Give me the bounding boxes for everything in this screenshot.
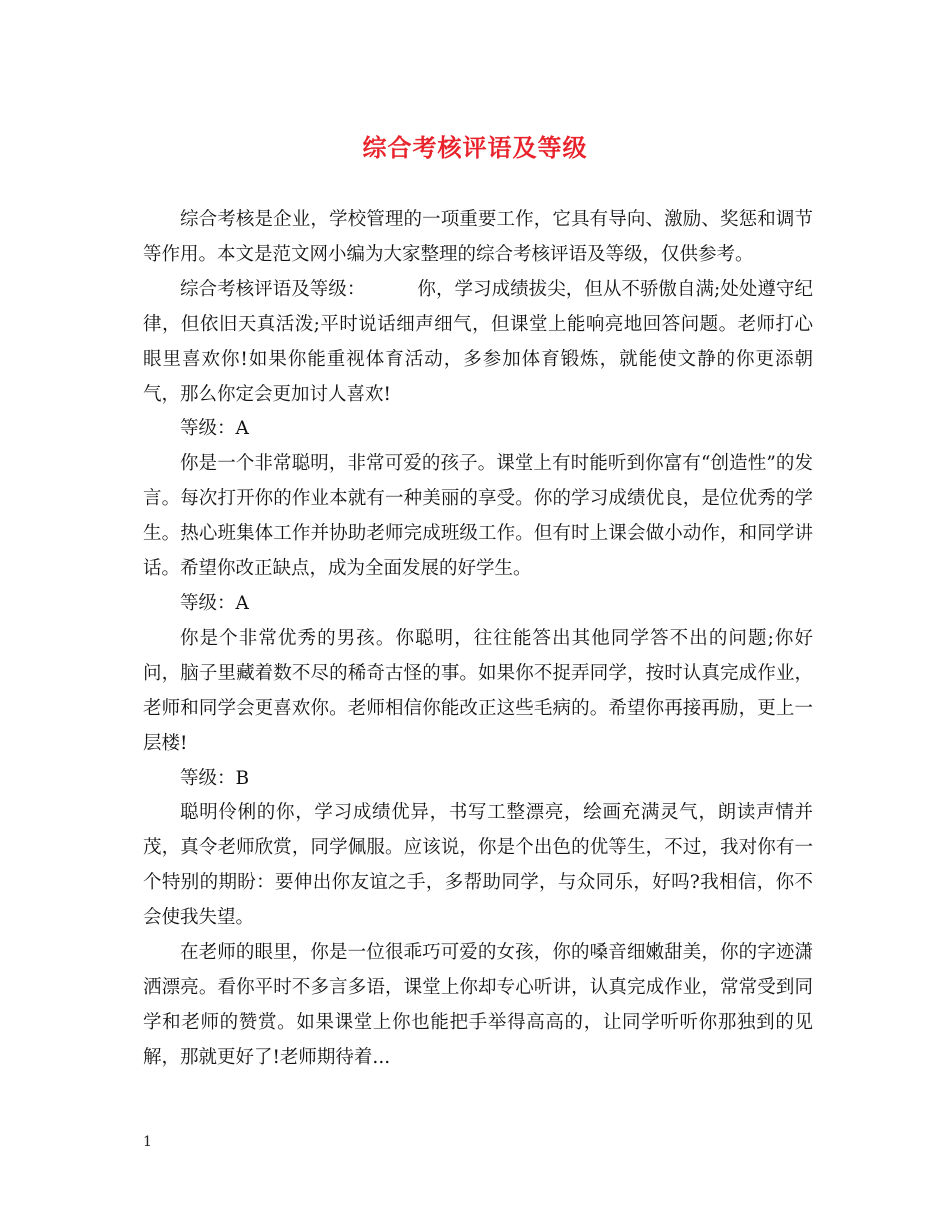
- evaluation-paragraph-3: 你是个非常优秀的男孩。你聪明，往往能答出其他同学答不出的问题;你好问，脑子里藏着数不尽的稀奇古怪的事。如果你不捉弄同学，按时认真完成作业，老师和同学会更喜欢你。老师相信你能改正这些毛病的。希望你再接再励，更上一层楼!: [143, 627, 813, 754]
- evaluation-paragraph-4: 聪明伶俐的你，学习成绩优异，书写工整漂亮，绘画充满灵气，朗读声情并茂，真令老师欣赏，同学佩服。应该说，你是个出色的优等生，不过，我对你有一个特别的期盼：要伸出你友谊之手，多帮助同学，与众同乐，好吗?我相信，你不会使我失望。: [143, 802, 813, 929]
- evaluation-paragraph-5: 在老师的眼里，你是一位很乖巧可爱的女孩，你的嗓音细嫩甜美，你的字迹潇洒漂亮。看你平时不多言多语，课堂上你却专心听讲，认真完成作业，常常受到同学和老师的赞赏。如果课堂上你也能把手举得高高的，让同学听听你那独到的见解，那就更好了!老师期待着...: [143, 942, 813, 1068]
- grade-line-2: 等级：A: [180, 592, 249, 614]
- evaluation-paragraph-1: [143, 273, 813, 413]
- page-number: 1: [143, 1134, 152, 1150]
- intro-paragraph: 综合考核是企业，学校管理的一项重要工作，它具有导向、激励、奖惩和调节等作用。本文是范文网小编为大家整理的综合考核评语及等级，仅供参考。: [143, 209, 813, 265]
- document-body: [143, 203, 813, 1076]
- evaluation-paragraph-2: 你是一个非常聪明，非常可爱的孩子。课堂上有时能听到你富有“创造性”的发言。每次打开你的作业本就有一种美丽的享受。你的学习成绩优良，是位优秀的学生。热心班集体工作并协助老师完成班级工作。但有时上课会做小动作，和同学讲话。希望你改正缺点，成为全面发展的好学生。: [143, 453, 813, 580]
- section-label: 综合考核评语及等级：: [180, 278, 366, 300]
- document-title: 综合考核评语及等级: [362, 133, 588, 162]
- evaluation-text-1: 你，学习成绩拔尖，但从不骄傲自满;处处遵守纪律，但依旧天真活泼;平时说话细声细气，但课堂上能响亮地回答问题。老师打心眼里喜欢你!如果你能重视体育活动，多参加体育锻炼，就能使文静的你更添朝气，那么你定会更加讨人喜欢!: [143, 278, 813, 405]
- grade-line-1: 等级：A: [180, 418, 249, 440]
- grade-line-3: 等级：B: [180, 767, 250, 789]
